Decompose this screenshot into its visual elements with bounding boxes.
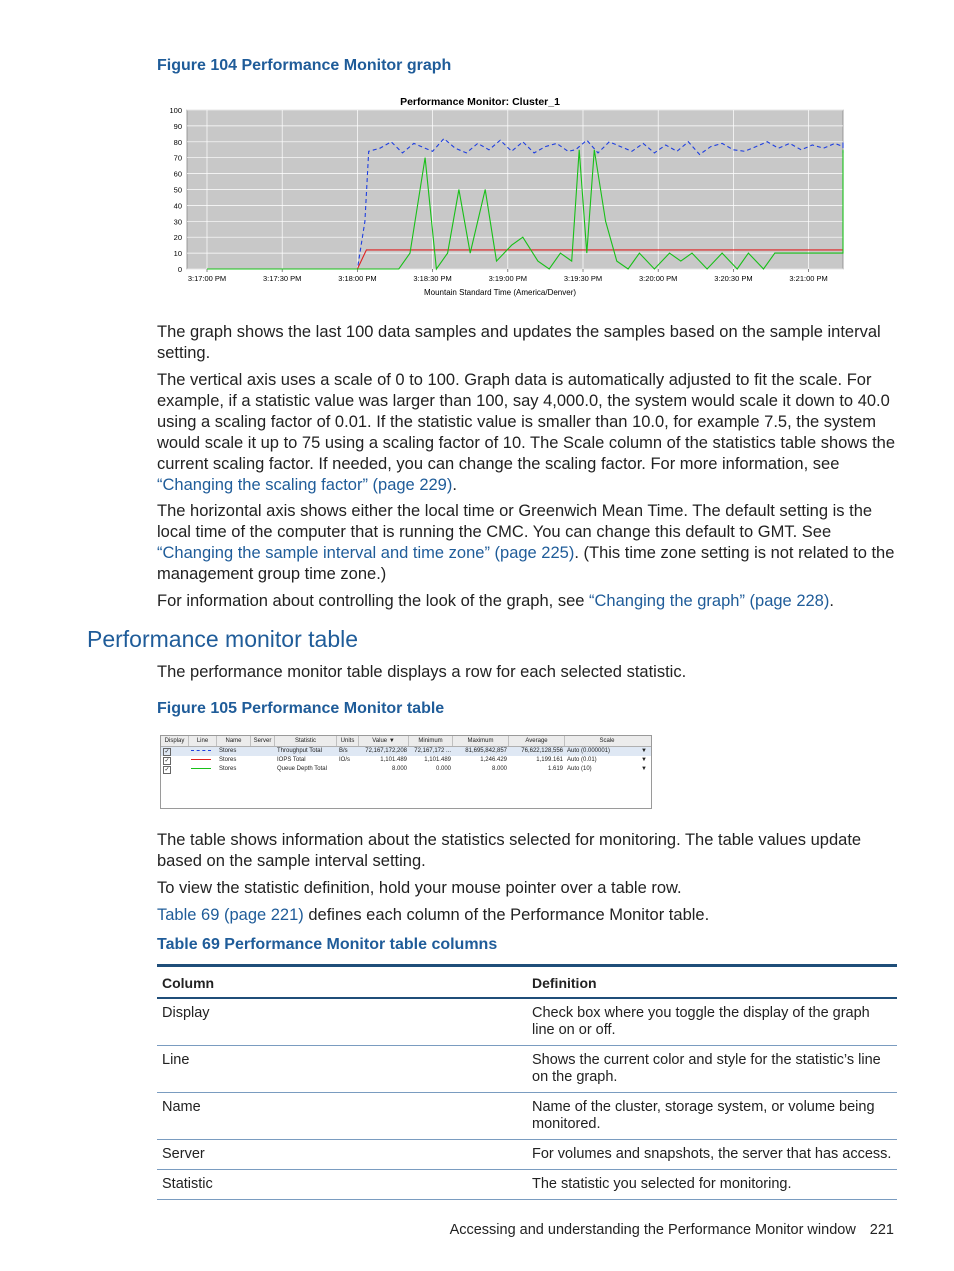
horizontal-axis-text-end: . (This time zone setting is not related to the management group time zone.) [157, 544, 895, 583]
vertical-axis-text-end: . [452, 476, 457, 494]
sort-down-icon: ▼ [388, 738, 395, 744]
table-reference-paragraph [157, 905, 902, 926]
figure-104-caption: Figure 104 Performance Monitor graph [157, 57, 452, 74]
y-tick-label: 0 [177, 265, 182, 274]
display-cell[interactable] [161, 765, 189, 774]
average-cell: 1,199.161 [536, 757, 563, 763]
column-cell: Line [157, 1046, 527, 1093]
table-row[interactable] [161, 747, 651, 756]
graph-samples-paragraph: The graph shows the last 100 data samples and updates the samples based on the sample interval setting. [157, 323, 881, 362]
line-cell [189, 747, 217, 756]
chart-x-axis-label: Mountain Standard Time (America/Denver) [423, 288, 577, 297]
horizontal-axis-text: The horizontal axis shows either the local time or Greenwich Mean Time. The default setting is the local time of the computer that is running the CMC. You can change this default to GMT. See [157, 502, 873, 541]
definition-cell: For volumes and snapshots, the server that has access. [527, 1140, 897, 1170]
y-tick-label: 50 [173, 185, 182, 195]
col-value-label: Value [372, 738, 388, 744]
statistic-cell: Queue Depth Total [277, 766, 327, 772]
table-69-link[interactable]: Table 69 (page 221) [157, 906, 304, 924]
dropdown-arrow-icon[interactable]: ▼ [641, 748, 647, 754]
page-number: 221 [869, 1222, 894, 1238]
x-tick-label: 3:17:00 PM [187, 274, 227, 283]
vertical-axis-text: The vertical axis uses a scale of 0 to 100. Graph data is automatically adjusted to fit the scale. For example, if a statistic value was larger than 100, say 4,000.0, the system would scale it down to 40.0 using a scaling factor of 0.01. If the statistic value is smaller than 10.0, for example 7.5, the system would scale it up to 75 using a scaling factor of 10. The Scale column of the statistics table shows the current scaling factor. If needed, you can change the scaling factor. For more information, see [157, 371, 896, 473]
units-cell: B/s [339, 748, 348, 754]
chart-svg [160, 90, 860, 302]
col-value[interactable] [359, 736, 409, 746]
x-tick-label: 3:18:00 PM [338, 274, 377, 283]
dropdown-arrow-icon[interactable]: ▼ [641, 757, 647, 763]
average-cell: 76,622,128,556 [521, 748, 563, 754]
col-scale[interactable]: Scale [599, 738, 615, 744]
table-info-paragraph: The table shows information about the statistics selected for monitoring. The table values update based on the sample interval setting. [157, 831, 862, 870]
graph-look-text: For information about controlling the look of the graph, see [157, 592, 590, 610]
display-checkbox[interactable]: ✓ [164, 749, 170, 755]
display-cell[interactable] [161, 756, 189, 765]
units-cell [337, 765, 359, 774]
scale-value: Auto (0.01) [567, 757, 597, 763]
x-tick-label: 3:20:30 PM [714, 274, 753, 283]
average-cell: 1.619 [547, 766, 563, 772]
x-tick-label: 3:20:00 PM [639, 274, 678, 283]
y-tick-label: 10 [173, 249, 182, 259]
column-cell: Server [157, 1140, 527, 1170]
col-line[interactable]: Line [189, 736, 217, 746]
col-average[interactable]: Average [509, 736, 565, 746]
y-tick-label: 80 [173, 137, 182, 147]
statistic-definition-paragraph: To view the statistic definition, hold your mouse pointer over a table row. [157, 879, 682, 897]
table-69-caption: Table 69 Performance Monitor table columns [157, 936, 498, 953]
table-row [157, 1046, 897, 1093]
table-row[interactable] [161, 756, 651, 765]
table-row [157, 1170, 897, 1200]
table-row [157, 1140, 897, 1170]
minimum-cell: 1,101.489 [424, 757, 451, 763]
performance-monitor-graph [160, 90, 860, 302]
definition-cell: Check box where you toggle the display of the graph line on or off. [527, 998, 897, 1046]
section-title: Performance monitor table [87, 626, 359, 652]
x-tick-label: 3:19:30 PM [563, 274, 603, 283]
table-row[interactable] [161, 765, 651, 774]
y-tick-label: 30 [173, 217, 182, 227]
col-statistic[interactable]: Statistic [275, 736, 337, 746]
col-maximum[interactable]: Maximum [453, 736, 509, 746]
table-reference-text: defines each column of the Performance Monitor table. [303, 906, 710, 924]
name-cell: Stores [219, 748, 237, 754]
definition-header-row [157, 966, 897, 999]
scale-cell[interactable] [565, 756, 649, 765]
x-tick-label: 3:17:30 PM [263, 274, 302, 283]
scaling-factor-link[interactable]: “Changing the scaling factor” (page 229) [157, 476, 453, 494]
definition-cell: The statistic you selected for monitoring. [527, 1170, 897, 1200]
minimum-cell: 72,167,172 ... [414, 748, 451, 754]
sample-interval-link[interactable]: “Changing the sample interval and time zone” (page 225) [157, 544, 575, 562]
column-cell: Name [157, 1093, 527, 1140]
scale-cell[interactable] [565, 765, 649, 774]
display-checkbox[interactable]: ✓ [164, 767, 170, 773]
line-swatch [191, 768, 211, 769]
y-tick-label: 20 [173, 233, 182, 243]
value-cell: 1,101.489 [380, 757, 407, 763]
chart-title: Performance Monitor: Cluster_1 [400, 96, 560, 108]
col-units[interactable]: Units [337, 736, 359, 746]
minimum-cell: 0.000 [435, 766, 451, 772]
definition-header: Definition [527, 966, 897, 999]
definition-table [157, 964, 897, 1200]
name-cell: Stores [219, 766, 237, 772]
scale-value: Auto (0.000001) [567, 748, 611, 754]
col-minimum[interactable]: Minimum [409, 736, 453, 746]
statistic-cell: IOPS Total [277, 757, 306, 763]
footer-text: Accessing and understanding the Performance Monitor window [449, 1222, 856, 1238]
maximum-cell: 81,695,842,857 [465, 748, 507, 754]
figure-105-caption: Figure 105 Performance Monitor table [157, 700, 445, 717]
server-cell [251, 747, 275, 756]
server-cell [251, 765, 275, 774]
x-tick-label: 3:19:00 PM [488, 274, 527, 283]
col-name[interactable]: Name [217, 736, 251, 746]
line-cell [189, 756, 217, 765]
column-cell: Statistic [157, 1170, 527, 1200]
x-tick-label: 3:18:30 PM [413, 274, 452, 283]
y-tick-label: 60 [173, 169, 182, 179]
column-header: Column [157, 966, 527, 999]
changing-graph-link[interactable]: “Changing the graph” (page 228) [589, 592, 830, 610]
x-tick-label: 3:21:00 PM [789, 274, 828, 283]
page-footer [450, 1222, 894, 1238]
line-swatch [191, 750, 211, 751]
definition-cell: Shows the current color and style for the statistic’s line on the graph. [527, 1046, 897, 1093]
maximum-cell: 1,246.429 [480, 757, 507, 763]
horizontal-axis-paragraph [157, 501, 902, 585]
section-intro: The performance monitor table displays a row for each selected statistic. [157, 663, 687, 681]
units-cell: IO/s [339, 757, 351, 763]
table-header [161, 736, 651, 747]
maximum-cell: 8.000 [491, 766, 507, 772]
y-tick-label: 90 [173, 121, 182, 131]
y-tick-label: 40 [173, 201, 182, 211]
col-server[interactable]: Server [251, 736, 275, 746]
scale-value: Auto (10) [567, 766, 592, 772]
definition-cell: Name of the cluster, storage system, or volume being monitored. [527, 1093, 897, 1140]
y-tick-label: 70 [173, 153, 182, 163]
performance-monitor-table [160, 735, 652, 809]
graph-look-paragraph [157, 591, 902, 612]
name-cell: Stores [219, 757, 237, 763]
y-tick-label: 100 [169, 106, 182, 115]
scale-cell[interactable] [565, 747, 649, 756]
vertical-axis-paragraph [157, 370, 902, 496]
display-cell[interactable] [161, 747, 189, 756]
value-cell: 72,167,172,208 [365, 748, 407, 754]
table-row [157, 998, 897, 1046]
line-swatch [191, 759, 211, 760]
col-display[interactable]: Display [161, 736, 189, 746]
graph-look-text-end: . [829, 592, 834, 610]
value-cell: 8.000 [391, 766, 407, 772]
server-cell [251, 756, 275, 765]
column-cell: Display [157, 998, 527, 1046]
line-cell [189, 765, 217, 774]
table-row [157, 1093, 897, 1140]
dropdown-arrow-icon[interactable]: ▼ [641, 766, 647, 772]
statistic-cell: Throughput Total [277, 748, 322, 754]
display-checkbox[interactable]: ✓ [164, 758, 170, 764]
